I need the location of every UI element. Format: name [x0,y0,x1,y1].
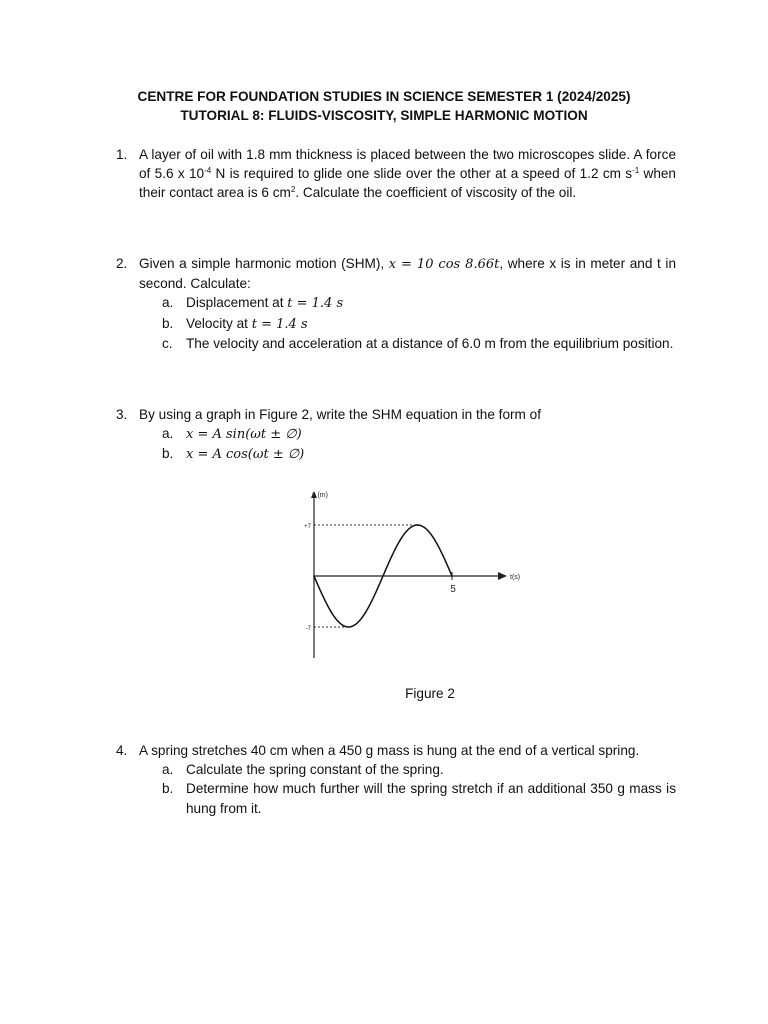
x-tick-label: 5 [450,584,456,595]
q2-text-2: , where x is in meter and t in second. Calculate: [139,256,676,292]
subpart-math: x = A cos(ωt ± ∅) [186,447,305,463]
header-line-2: TUTORIAL 8: FLUIDS-VISCOSITY, SIMPLE HARMONIC MOTION [180,108,588,123]
q1-exponent-2: -1 [632,166,640,176]
q1-text-1: A layer of oil with 1.8 mm thickness is placed between the two microscopes slide. A force of 5.6 x 10 [139,147,676,182]
question-4 [116,741,676,818]
subpart-text: Displacement at [186,295,288,311]
subpart-math: t = 1.4 s [251,316,308,332]
data-point [348,626,350,628]
x-axis-label: t(s) [510,574,521,581]
subpart-label: a. [162,426,174,442]
subpart-b [139,314,676,334]
subpart-label: a. [162,762,174,778]
figure-caption: Figure 2 [405,686,455,701]
subpart-label: a. [162,295,174,311]
question-text: By using a graph in Figure 2, write the SHM equation in the form of [139,407,541,422]
data-point [399,539,401,541]
subpart-a [139,424,676,444]
shm-graph [296,486,536,662]
q1-text-3: when their contact area is 6 cm [139,166,676,201]
subpart-a [139,760,676,779]
question-3 [116,405,676,465]
subpart-b [139,444,676,464]
question-text: A spring stretches 40 cm when a 450 g mass is hung at the end of a vertical spring. [139,743,640,758]
q2-text-1: Given a simple harmonic motion (SHM), [139,256,389,271]
subpart-text: Velocity at [186,315,252,331]
subpart-label: b. [162,781,174,797]
subpart-text: Calculate the spring constant of the spring. [186,762,444,778]
shm-graph-svg [296,486,536,662]
subpart-c [139,334,676,353]
question-2 [116,254,676,353]
y-tick-label-max: +7 [304,524,311,530]
x-axis-arrow [498,572,507,580]
subpart-label: c. [162,335,173,351]
q1-text-2: N is required to glide one slide over the other at a speed of 1.2 cm s [211,166,633,182]
header-line-1: CENTRE FOR FOUNDATION STUDIES IN SCIENCE SEMESTER 1 (2024/2025) [137,89,631,104]
data-point [434,539,436,541]
data-point [330,611,332,613]
data-point [382,575,384,577]
y-tick-label-min: -7 [305,626,311,632]
subpart-b [139,779,676,817]
question-number: 2. [116,256,128,271]
subpart-label: b. [162,315,174,331]
question-number: 1. [116,147,128,162]
q1-exponent-1: -4 [204,166,212,176]
data-point [417,524,419,526]
subpart-math: t = 1.4 s [287,296,344,312]
q1-text-4: . Calculate the coefficient of viscosity of the oil. [295,185,577,201]
question-text [139,145,676,203]
subpart-math: x = A sin(ωt ± ∅) [186,427,302,443]
q2-equation: x = 10 cos 8.66t [388,257,500,272]
subpart-text: The velocity and acceleration at a distance of 6.0 m from the equilibrium position. [186,335,674,351]
data-point [451,575,453,577]
question-text [139,254,676,293]
q1-exponent-3: 2 [290,185,296,195]
data-point [365,611,367,613]
question-number: 4. [116,743,128,758]
question-number: 3. [116,407,128,422]
subpart-label: b. [162,446,174,462]
question-1 [116,145,676,203]
y-axis-label: x (m) [312,492,328,499]
subpart-a [139,293,676,313]
subpart-text: Determine how much further will the spring stretch if an additional 350 g mass is hung from it. [186,781,676,816]
data-point [313,575,315,577]
